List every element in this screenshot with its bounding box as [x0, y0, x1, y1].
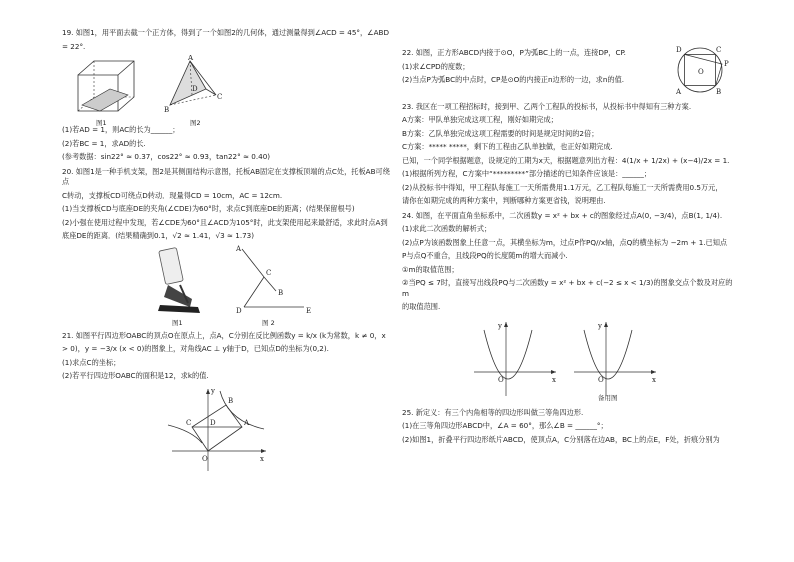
backup-parabola-graph	[570, 318, 660, 398]
q20-figures	[62, 245, 396, 327]
svg-text:B: B	[164, 106, 170, 114]
svg-text:A: A	[676, 88, 682, 96]
q20-part2: (2)小强在使用过程中发现，若∠CDE为60°且∠ACD为105°时，此支架使用起来最舒适，求此时点A到	[62, 217, 388, 227]
q23-part2-cont: 请你在如期完成的两种方案中，判断哪种方案更省钱，说明理由.	[402, 196, 606, 205]
svg-text:x: x	[260, 454, 264, 463]
tetrahedron-figure	[162, 55, 242, 123]
question-22	[402, 46, 738, 96]
question-21	[62, 331, 396, 479]
right-column	[402, 28, 738, 449]
q19-part2: (2)若BC = 1，求AD的长.	[62, 138, 146, 148]
cube-figure	[70, 55, 150, 123]
question-23	[402, 102, 738, 207]
svg-text:y: y	[598, 321, 602, 330]
q19-stem: 19. 如图1，用平面去截一个正方体，得到了一个如图2的几何体，通过测量得到∠ACD = 45°，∠ABD	[62, 28, 389, 37]
q22-stem: 22. 如图，正方形ABCD内接于⊙O，P为弧BC上的一点，连接DP，CP.	[402, 48, 626, 57]
parabola-graph	[470, 318, 560, 398]
q24-part2: (2)点P为该函数图象上任意一点，其横坐标为m，过点P作PQ//x轴，点Q的横坐标为 −2m + 1.已知点	[402, 237, 728, 247]
svg-text:O: O	[498, 375, 504, 384]
q20-stem: 20. 如图1是一种手机支架，图2是其侧面结构示意图，托板AB固定在支撑板顶端的点C处，托板AB可绕点	[62, 166, 390, 186]
q19-fig2-caption: 图2	[190, 119, 201, 127]
svg-text:B: B	[278, 288, 284, 297]
q25-part1: (1)在三等角四边形ABCD中，∠A = 60°，那么∠B = ______°；	[402, 421, 608, 430]
svg-text:A: A	[188, 55, 194, 62]
q23-plan-c: C方案：***** *****，剩下的工程由乙队单独做，也正好如期完成.	[402, 142, 613, 151]
q20-fig2-caption: 图 2	[262, 318, 275, 327]
backup-figure-caption: 备用图	[598, 393, 618, 402]
svg-text:A: A	[244, 418, 250, 427]
q21-part1: (1)求点C的坐标；	[62, 357, 121, 367]
question-25	[402, 408, 738, 446]
svg-text:P: P	[724, 60, 729, 68]
q24-part1: (1)求此二次函数的解析式；	[402, 224, 492, 233]
stand-diagram	[232, 245, 322, 317]
q20-fig1-caption: 图1	[172, 318, 183, 327]
svg-text:C: C	[186, 418, 192, 427]
q25-stem: 25. 新定义：有三个内角相等的四边形叫做三等角四边形.	[402, 407, 584, 417]
phone-stand-photo	[152, 245, 212, 317]
svg-text:C: C	[716, 46, 722, 54]
q23-plan-a: A方案：甲队单独完成这项工程，刚好如期完成；	[402, 115, 558, 124]
svg-text:C: C	[266, 268, 272, 277]
svg-text:x: x	[652, 375, 656, 384]
q19-part1: (1)若AD = 1，则AC的长为______；	[62, 125, 180, 134]
svg-text:O: O	[202, 454, 208, 463]
q23-equation: 已知，一个同学根据题意，设规定的工期为x天，根据题意列出方程：4(1/x + 1/2x) + (x−4)/2x = 1.	[402, 155, 730, 165]
circle-square-figure	[670, 40, 734, 104]
svg-text:O: O	[598, 375, 604, 384]
q21-stem: 21. 如图平行四边形OABC的顶点O在原点上，点A，C分别在反比例函数y = k/x (k为常数，k ≠ 0，x	[62, 330, 386, 340]
svg-text:y: y	[498, 321, 502, 330]
q24-stem: 24. 如图，在平面直角坐标系中，二次函数y = x² + bx + c的图象经过点A(0, −3/4)，点B(1, 1/4).	[402, 210, 723, 220]
q20-stem-cont: C转动，支撑板CD可绕点D转动．现量得CD = 10cm，AC = 12cm.	[62, 190, 283, 200]
q23-plan-b: B方案：乙队单独完成这项工程需要的时间是规定时间的2倍；	[402, 128, 599, 138]
q20-part2-cont: 底座DE的距离．(结果精确到0.1，√2 ≈ 1.41，√3 ≈ 1.73)	[62, 231, 255, 240]
question-19	[62, 28, 396, 163]
q23-part2: (2)从投标书中得知，甲工程队每施工一天所需费用1.1万元，乙工程队每施工一天所需费用0.5万元，	[402, 182, 723, 192]
svg-text:B: B	[228, 396, 234, 405]
svg-text:D: D	[236, 306, 242, 315]
svg-text:A: A	[236, 244, 242, 253]
svg-text:O: O	[698, 68, 704, 76]
q24-figures	[402, 316, 738, 402]
q19-figures	[62, 55, 396, 125]
svg-text:D: D	[192, 85, 198, 93]
question-20	[62, 167, 396, 327]
svg-text:x: x	[552, 375, 556, 384]
q19-fig1-caption: 图1	[96, 119, 107, 127]
q24-part2-cont: P与点Q不重合，且线段PQ的长度随m的增大而减小.	[402, 251, 568, 260]
q24-part2-sub1: ①m的取值范围；	[402, 264, 459, 274]
q22-part2: (2)当点P为弧BC的中点时，CP是⊙O的内接正n边形的一边，求n的值.	[402, 75, 625, 84]
question-24	[402, 211, 738, 402]
svg-text:D: D	[676, 46, 682, 54]
svg-text:y: y	[211, 386, 215, 395]
svg-text:C: C	[217, 93, 223, 101]
left-column	[62, 28, 396, 482]
q19-hint: (参考数据：sin22° ≈ 0.37，cos22° ≈ 0.93，tan22° ≈ 0.40)	[62, 152, 271, 161]
svg-text:B: B	[716, 88, 722, 96]
q21-stem-cont: > 0)，y = −3/x (x < 0)的图象上，对角线AC ⊥ y轴于D，已知点D的坐标为(0,2).	[62, 344, 329, 353]
q20-part1: (1)当支撑板CD与底座DE的夹角(∠CDE)为60°时，求点C到底座DE的距离；(结果保留根号)	[62, 204, 355, 213]
q23-part1: (1)根据所列方程，C方案中“*********”部分描述的已知条件应该是：______；	[402, 169, 652, 178]
q23-stem: 23. 我区在一项工程招标时，接到甲、乙两个工程队的投标书，从投标书中得知有三种方案.	[402, 101, 692, 111]
parallelogram-graph	[162, 385, 272, 475]
q24-part2-sub2-cont: 的取值范围.	[402, 302, 441, 311]
q19-stem-cont: = 22°.	[62, 41, 86, 51]
q24-part2-sub2: ②当PQ ≤ 7时，直接写出线段PQ与二次函数y = x² + bx + c(−2 ≤ x < 1/3)的图象交点个数及对应的m	[402, 278, 733, 298]
svg-text:D: D	[210, 418, 216, 427]
svg-text:E: E	[306, 306, 312, 315]
q21-part2: (2)若平行四边形OABC的面积是12，求k的值.	[62, 371, 209, 380]
q25-part2: (2)如图1，折叠平行四边形纸片ABCD，使顶点A，C分别落在边AB，BC上的点E，F处，折痕分别为	[402, 434, 720, 444]
q22-part1: (1)求∠CPD的度数；	[402, 61, 470, 71]
